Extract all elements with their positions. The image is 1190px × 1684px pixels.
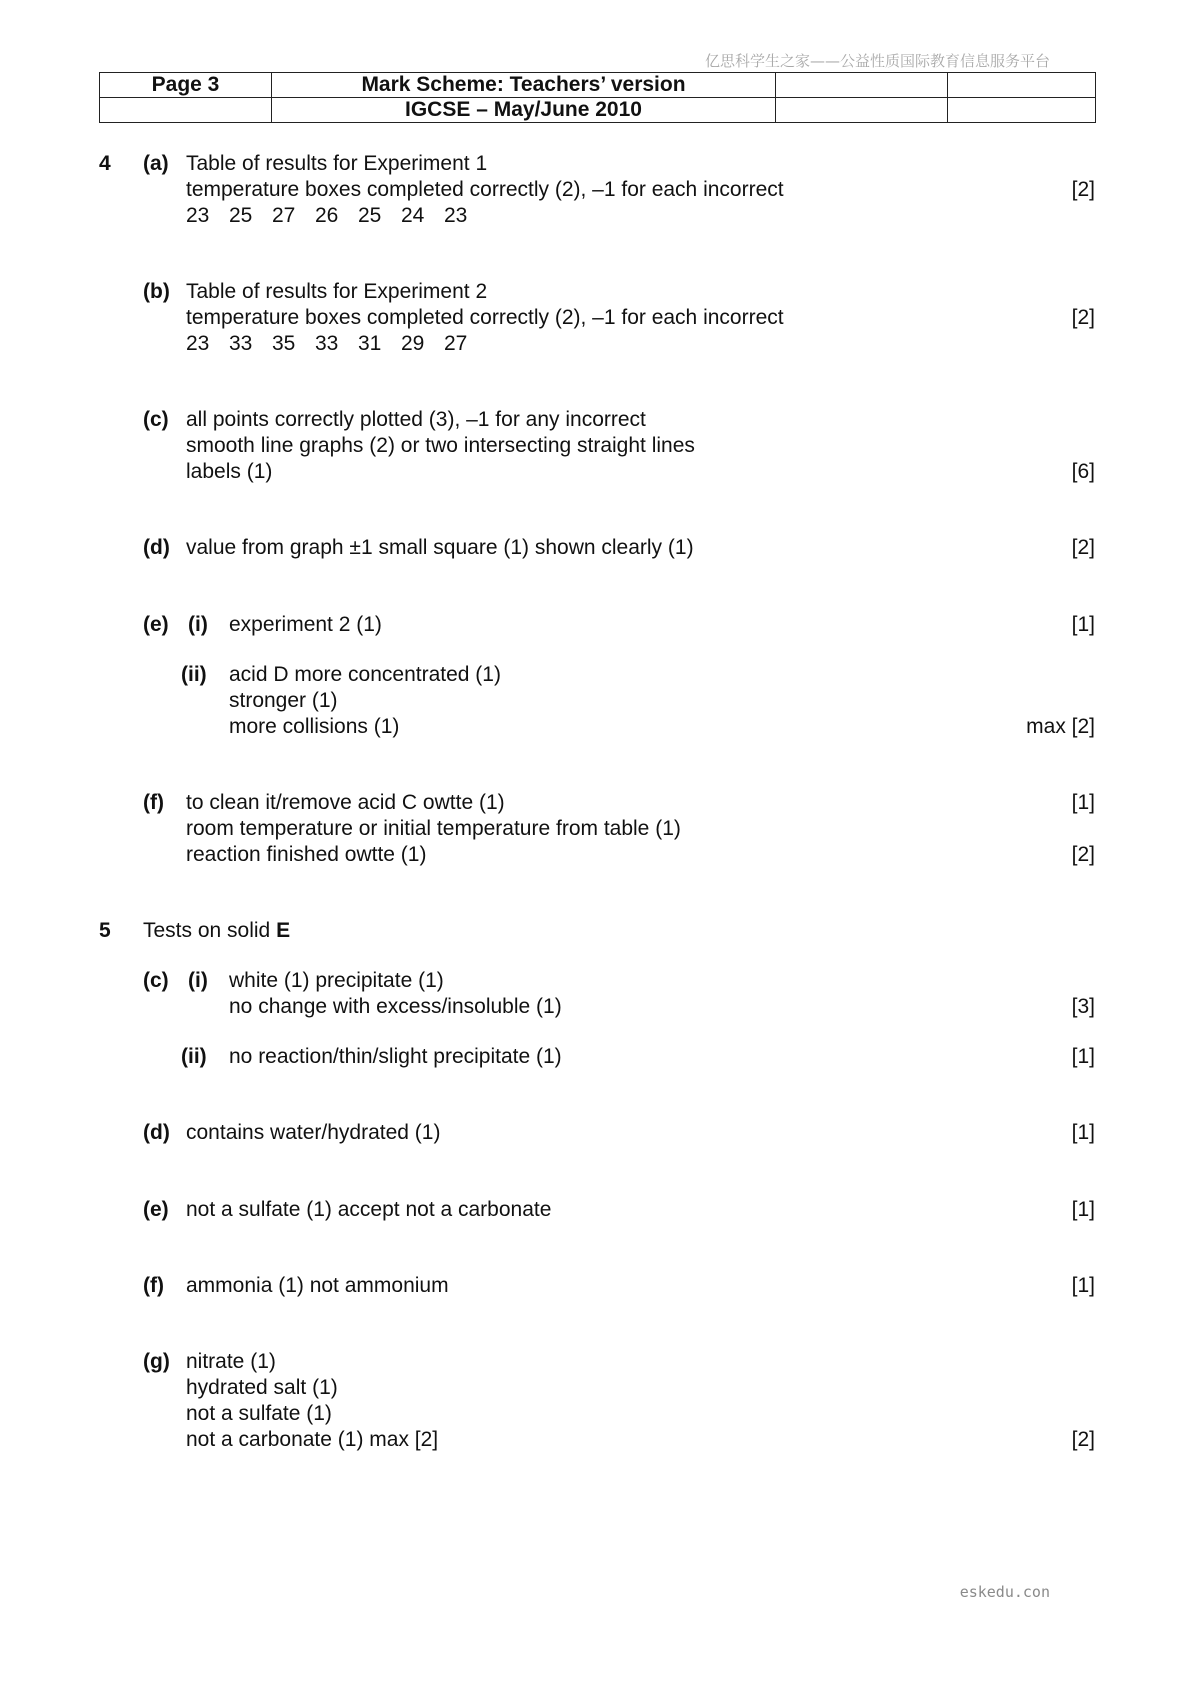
header-empty-cell: [776, 73, 948, 98]
question-title-text: Tests on solid: [143, 919, 277, 942]
temperature-value: 23: [444, 204, 468, 227]
header-empty-cell: [948, 73, 1096, 98]
temperature-value: 31: [358, 332, 382, 355]
temperature-value: 26: [315, 204, 339, 227]
answer-line: white (1) precipitate (1): [229, 969, 444, 992]
marks: [2]: [1071, 178, 1095, 201]
subpart-label: (ii): [181, 663, 207, 686]
header-page: Page 3: [100, 73, 272, 98]
part-label: (b): [143, 280, 170, 303]
part-label: (d): [143, 536, 170, 559]
part-label: (g): [143, 1350, 170, 1373]
answer-line: Table of results for Experiment 2: [186, 280, 488, 303]
temperature-value: 33: [315, 332, 339, 355]
answer-line: reaction finished owtte (1): [186, 843, 427, 866]
part-label: (f): [143, 791, 164, 814]
question-number: 4: [99, 152, 111, 175]
marks: [2]: [1071, 306, 1095, 329]
temperature-value: 23: [186, 204, 210, 227]
answer-line: acid D more concentrated (1): [229, 663, 501, 686]
part-label: (d): [143, 1121, 170, 1144]
watermark-bottom: eskedu.con: [959, 1583, 1050, 1601]
marks: [3]: [1071, 995, 1095, 1018]
marks: [6]: [1071, 460, 1095, 483]
part-label: (f): [143, 1274, 164, 1297]
subpart-label: (i): [188, 969, 208, 992]
value-row: [186, 331, 487, 357]
marks: [1]: [1071, 791, 1095, 814]
marks: [1]: [1071, 1121, 1095, 1144]
answer-line: stronger (1): [229, 689, 338, 712]
answer-line: nitrate (1): [186, 1350, 276, 1373]
temperature-value: 23: [186, 332, 210, 355]
answer-line: room temperature or initial temperature from table (1): [186, 817, 681, 840]
answer-line: temperature boxes completed correctly (2), –1 for each incorrect: [186, 306, 784, 329]
answer-line: not a sulfate (1) accept not a carbonate: [186, 1198, 552, 1221]
part-label: (e): [143, 613, 169, 636]
value-row: [186, 203, 487, 229]
header-title: Mark Scheme: Teachers’ version: [272, 73, 776, 98]
answer-line: more collisions (1): [229, 715, 400, 738]
header-empty-cell: [776, 98, 948, 123]
part-label: (c): [143, 408, 169, 431]
temperature-value: 27: [272, 204, 296, 227]
answer-line: experiment 2 (1): [229, 613, 382, 636]
temperature-value: 35: [272, 332, 296, 355]
header-exam: IGCSE – May/June 2010: [272, 98, 776, 123]
temperature-value: 24: [401, 204, 425, 227]
marks: [1]: [1071, 1274, 1095, 1297]
temperature-value: 25: [229, 204, 253, 227]
header-table: [99, 72, 1096, 123]
marks: [2]: [1071, 843, 1095, 866]
marks: [2]: [1071, 1428, 1095, 1451]
answer-line: labels (1): [186, 460, 273, 483]
question-title-bold: E: [276, 919, 291, 942]
answer-line: temperature boxes completed correctly (2), –1 for each incorrect: [186, 178, 784, 201]
temperature-value: 25: [358, 204, 382, 227]
question-number: 5: [99, 919, 111, 942]
part-label: (e): [143, 1198, 169, 1221]
temperature-value: 29: [401, 332, 425, 355]
subpart-label: (i): [188, 613, 208, 636]
answer-line: no reaction/thin/slight precipitate (1): [229, 1045, 562, 1068]
marks: [1]: [1071, 1045, 1095, 1068]
answer-line: no change with excess/insoluble (1): [229, 995, 562, 1018]
watermark-top: 亿思科学生之家——公益性质国际教育信息服务平台: [704, 52, 1050, 70]
answer-line: not a sulfate (1): [186, 1402, 332, 1425]
answer-line: to clean it/remove acid C owtte (1): [186, 791, 505, 814]
answer-line: hydrated salt (1): [186, 1376, 338, 1399]
subpart-label: (ii): [181, 1045, 207, 1068]
marks: max [2]: [1026, 715, 1095, 738]
part-label: (a): [143, 152, 169, 175]
temperature-value: 27: [444, 332, 468, 355]
temperature-value: 33: [229, 332, 253, 355]
answer-line: smooth line graphs (2) or two intersecting straight lines: [186, 434, 695, 457]
header-empty-cell: [100, 98, 272, 123]
answer-line: ammonia (1) not ammonium: [186, 1274, 449, 1297]
question-title: [143, 918, 290, 944]
marks: [1]: [1071, 1198, 1095, 1221]
header-empty-cell: [948, 98, 1096, 123]
answer-line: not a carbonate (1) max [2]: [186, 1428, 439, 1451]
part-label: (c): [143, 969, 169, 992]
marks: [2]: [1071, 536, 1095, 559]
answer-line: contains water/hydrated (1): [186, 1121, 441, 1144]
marks: [1]: [1071, 613, 1095, 636]
answer-line: all points correctly plotted (3), –1 for any incorrect: [186, 408, 646, 431]
answer-line: value from graph ±1 small square (1) shown clearly (1): [186, 536, 694, 559]
answer-line: Table of results for Experiment 1: [186, 152, 488, 175]
